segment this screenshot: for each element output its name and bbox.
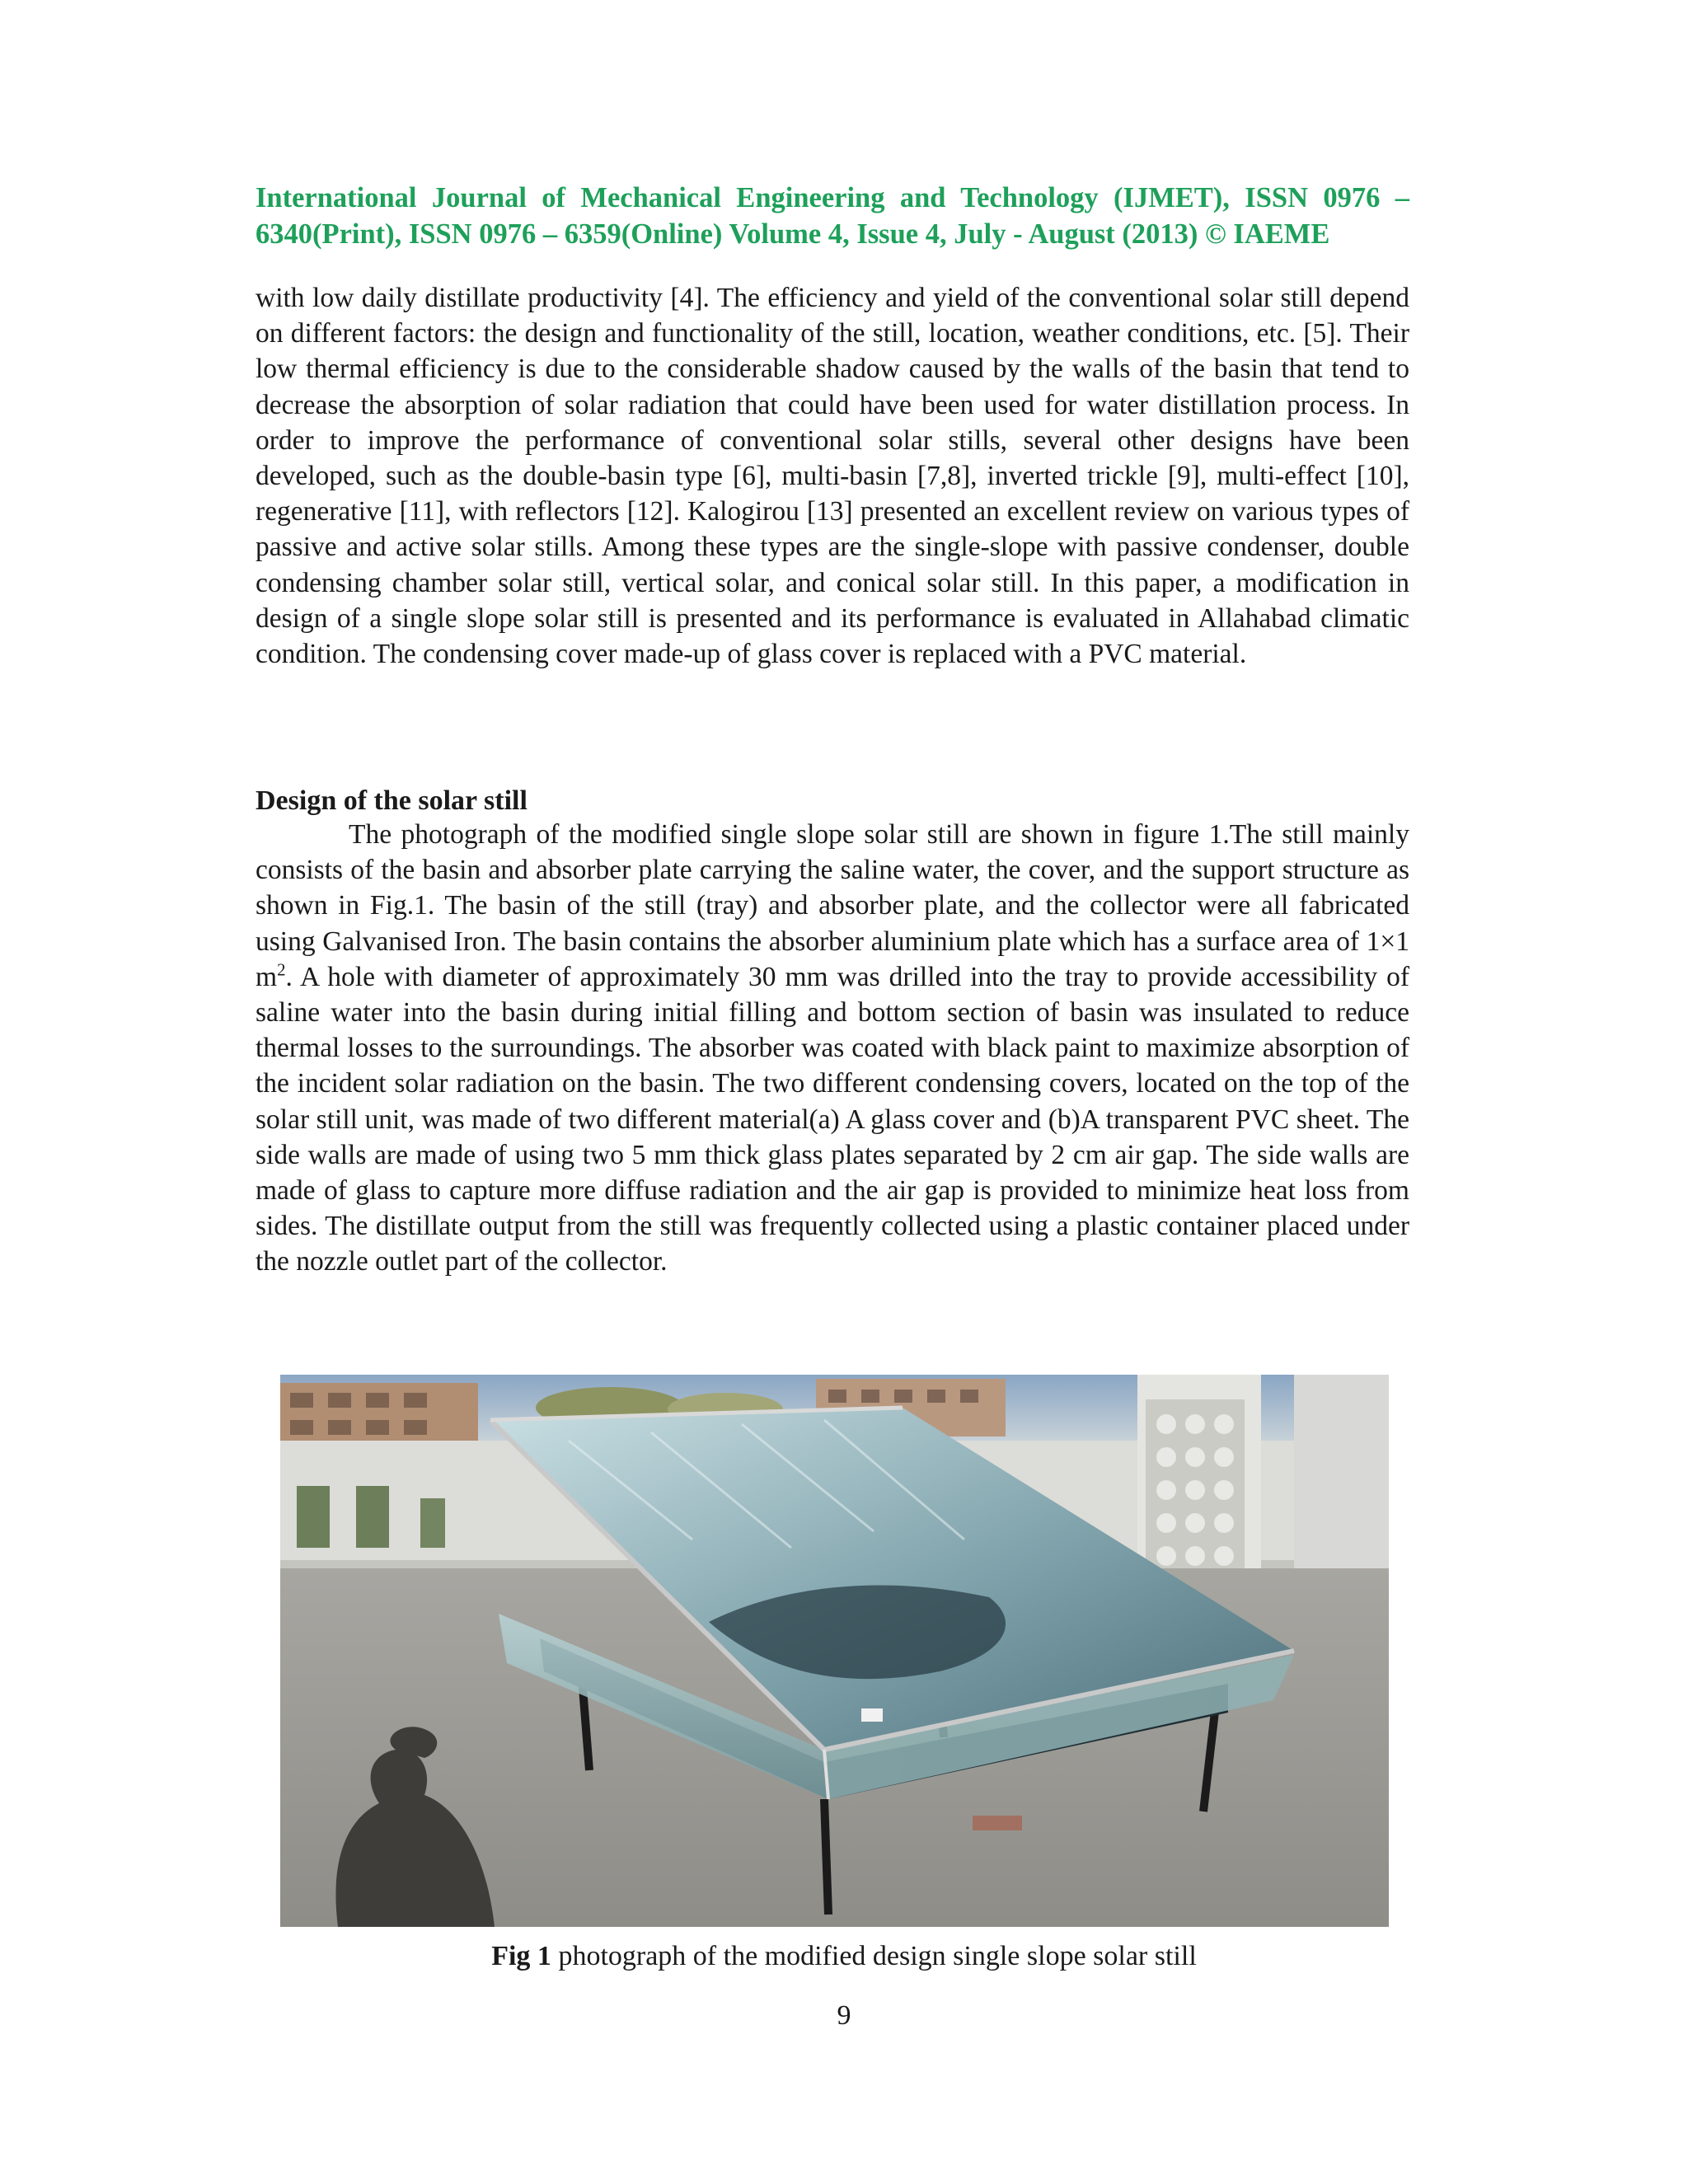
figure-label: Fig 1 [491,1941,551,1971]
design-paragraph [256,817,1409,1280]
section-heading: Design of the solar still [256,785,528,816]
solar-still-illustration [280,1375,1389,1927]
design-paragraph-part1: The photograph of the modified single slope solar still are shown in figure 1.The still mainly consists of the basin and absorber plate carrying the saline water, the cover, and the support structure as shown in Fig.1. The basin of the still (tray) and absorber plate, and the collector were all fabricated using Galvanised Iron. The basin contains the absorber aluminium plate which has a surface area of 1×1 m [256,819,1409,992]
superscript-squared: 2 [277,960,286,980]
figure-caption [0,1938,1688,1975]
intro-paragraph: with low daily distillate productivity [4]. The efficiency and yield of the conventional solar still depend on different factors: the design and functionality of the still, location, weather conditions, etc. [5]. Their low thermal efficiency is due to the considerable shadow caused by the walls of the basin that tend to decrease the absorption of solar radiation that could have been used for water distillation process. In order to improve the performance of conventional solar stills, several other designs have been developed, such as the double-basin type [6], multi-basin [7,8], inverted trickle [9], multi-effect [10], regenerative [11], with reflectors [12]. Kalogirou [13] presented an excellent review on various types of passive and active solar stills. Among these types are the single-slope with passive condenser, double condensing chamber solar still, vertical solar, and conical solar still. In this paper, a modification in design of a single slope solar still is presented and its performance is evaluated in Allahabad climatic condition. The condensing cover made-up of glass cover is replaced with a PVC material. [256,283,1409,670]
design-paragraph-part2: . A hole with diameter of approximately 30 mm was drilled into the tray to provide accessibility of saline water into the basin during initial filling and bottom section of basin was insulated to reduce thermal losses to the surroundings. The absorber was coated with black paint to maximize absorption of the incident solar radiation on the basin. The two different condensing covers, located on the top of the solar still unit, was made of two different material(a) A glass cover and (b)A transparent PVC sheet. The side walls are made of using two 5 mm thick glass plates separated by 2 cm air gap. The side walls are made of glass to capture more diffuse radiation and the air gap is provided to minimize heat loss from sides. The distillate output from the still was frequently collected using a plastic container placed under the nozzle outlet part of the collector. [256,961,1409,1277]
page-number: 9 [837,2000,851,2031]
figure-caption-text: photograph of the modified design single slope solar still [551,1941,1197,1971]
journal-header: International Journal of Mechanical Engineering and Technology (IJMET), ISSN 0976 – 6340(Print), ISSN 0976 – 6359(Online) Volume 4, Issue 4, July - August (2013) © IAEME [256,182,1409,250]
solar-still-photograph [280,1375,1389,1927]
